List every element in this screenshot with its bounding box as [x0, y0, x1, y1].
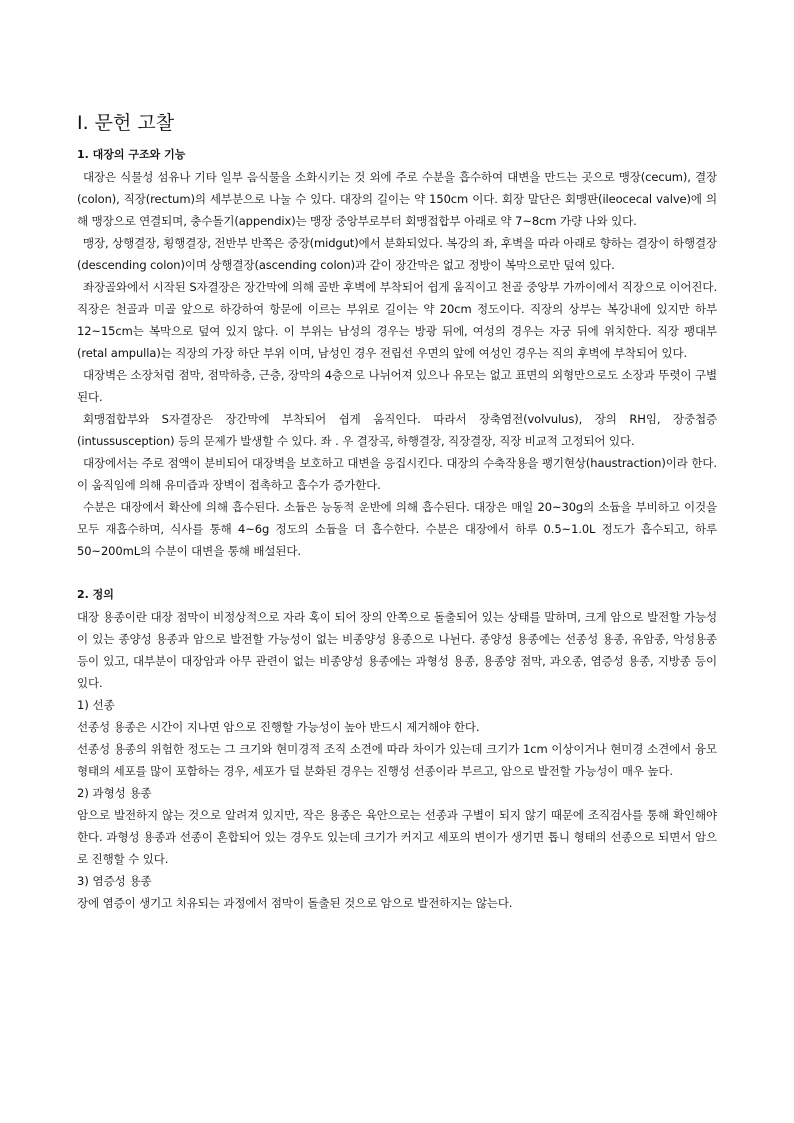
subsection-heading-inflammatory: 3) 염증성 용종: [77, 874, 152, 888]
section-definition: [77, 584, 717, 914]
paragraph: 대장벽은 소장처럼 점막, 점막하층, 근층, 장막의 4층으로 나뉘어져 있으나 유모는 없고 표면의 외형만으로도 소장과 뚜렷이 구별된다.: [77, 368, 717, 404]
paragraph: 선종성 용종의 위험한 정도는 그 크기와 현미경적 조직 소견에 따라 차이가 있는데 크기가 1cm 이상이거나 현미경 소견에서 융모형태의 세포를 많이 포함하는 경우, 세포가 덜 분화된 경우는 진행성 선종이라 부르고, 암으로 발전할 가능성이 매우 높다.: [77, 742, 717, 778]
paragraph: 대장 용종이란 대장 점막이 비정상적으로 자라 혹이 되어 장의 안쪽으로 돌출되어 있는 상태를 말하며, 크게 암으로 발전할 가능성이 있는 종양성 용종과 암으로 발전할 가능성이 없는 비종양성 용종으로 나뉜다. 종양성 용종에는 선종성 용종, 유암종, 악성용종 등이 있고, 대부분이 대장암과 아무 관련이 없는 비종양성 용종에는 과형성 용종, 용종양 점막, 과오종, 염증성 용종, 지방종 등이 있다.: [77, 610, 717, 690]
paragraph: 좌장골와에서 시작된 S자결장은 장간막에 의해 골반 후벽에 부착되어 쉽게 움직이고 천골 중앙부 가까이에서 직장으로 이어진다. 직장은 천골과 미골 앞으로 하강하여 항문에 이르는 부위로 길이는 약 20cm 정도이다. 직장의 상부는 복강내에 있지만 하부 12~15cm는 복막으로 덮여 있지 않다. 이 부위는 남성의 경우는 방광 뒤에, 여성의 경우는 자궁 뒤에 위치한다. 직장 팽대부(retal ampulla)는 직장의 가장 하단 부위 이며, 남성인 경우 전립선 우면의 앞에 여성인 경우는 직의 후벽에 부착되어 있다.: [77, 280, 717, 360]
paragraph: 수분은 대장에서 확산에 의해 흡수된다. 소듐은 능동적 운반에 의해 흡수된다. 대장은 매일 20~30g의 소듐을 부비하고 이것을 모두 재흡수하며, 식사를 통해 4~6g 정도의 소듐을 더 흡수한다. 수분은 대장에서 하루 0.5~1.0L 정도가 흡수되고, 하루 50~200mL의 수분이 대변을 통해 배설된다.: [77, 500, 717, 558]
paragraph: 장에 염증이 생기고 치유되는 과정에서 점막이 돌출된 것으로 암으로 발전하지는 않는다.: [77, 896, 513, 910]
paragraph: 대장에서는 주로 점액이 분비되어 대장벽을 보호하고 대변을 응집시킨다. 대장의 수축작용을 팽기현상(haustraction)이라 한다. 이 움직임에 의해 유미즙과 장벽이 접촉하고 흡수가 증가한다.: [77, 456, 717, 492]
section-structure-function: [77, 144, 717, 562]
section-heading: 1. 대장의 구조와 기능: [77, 148, 186, 161]
subsection-heading-hyperplastic: 2) 과형성 용종: [77, 786, 152, 800]
paragraph: 선종성 용종은 시간이 지나면 암으로 진행할 가능성이 높아 반드시 제거해야 한다.: [77, 720, 480, 734]
paragraph: 맹장, 상행결장, 횡행결장, 전반부 반쪽은 중장(midgut)에서 분화되었다. 복강의 좌, 후벽을 따라 아래로 향하는 결장이 하행결장(descending colon)이며 상행결장(ascending colon)과 같이 장간막은 없고 정방이 복막으로만 덮여 있다.: [77, 236, 717, 272]
document-page: [77, 110, 717, 914]
spacer: [77, 562, 717, 584]
document-title: Ⅰ. 문헌 고찰: [77, 112, 175, 134]
paragraph: 회맹접합부와 S자결장은 장간막에 부착되어 쉽게 움직인다. 따라서 장축염전(volvulus), 장의 RH임, 장중첩증(intussusception) 등의 문제가 발생할 수 있다. 좌 . 우 결장곡, 하행결장, 직장결장, 직장 비교적 고정되어 있다.: [77, 412, 717, 448]
paragraph: 대장은 식물성 섬유나 기타 일부 음식물을 소화시키는 것 외에 주로 수분을 흡수하여 대변을 만드는 곳으로 맹장(cecum), 결장(colon), 직장(rectum)의 세부분으로 나눌 수 있다. 대장의 길이는 약 150cm 이다. 회장 말단은 회맹판(ileocecal valve)에 의해 맹장으로 연결되며, 충수돌기(appendix)는 맹장 중앙부로부터 회맹접합부 아래로 약 7~8cm 가량 나와 있다.: [77, 170, 717, 228]
paragraph: 암으로 발전하지 않는 것으로 알려져 있지만, 작은 용종은 육안으로는 선종과 구별이 되지 않기 때문에 조직검사를 통해 확인해야 한다. 과형성 용종과 선종이 혼합되어 있는 경우도 있는데 크기가 커지고 세포의 변이가 생기면 톱니 형태의 선종으로 되면서 암으로 진행할 수 있다.: [77, 808, 717, 866]
subsection-heading-adenoma: 1) 선종: [77, 698, 115, 712]
section-heading: 2. 정의: [77, 588, 114, 601]
